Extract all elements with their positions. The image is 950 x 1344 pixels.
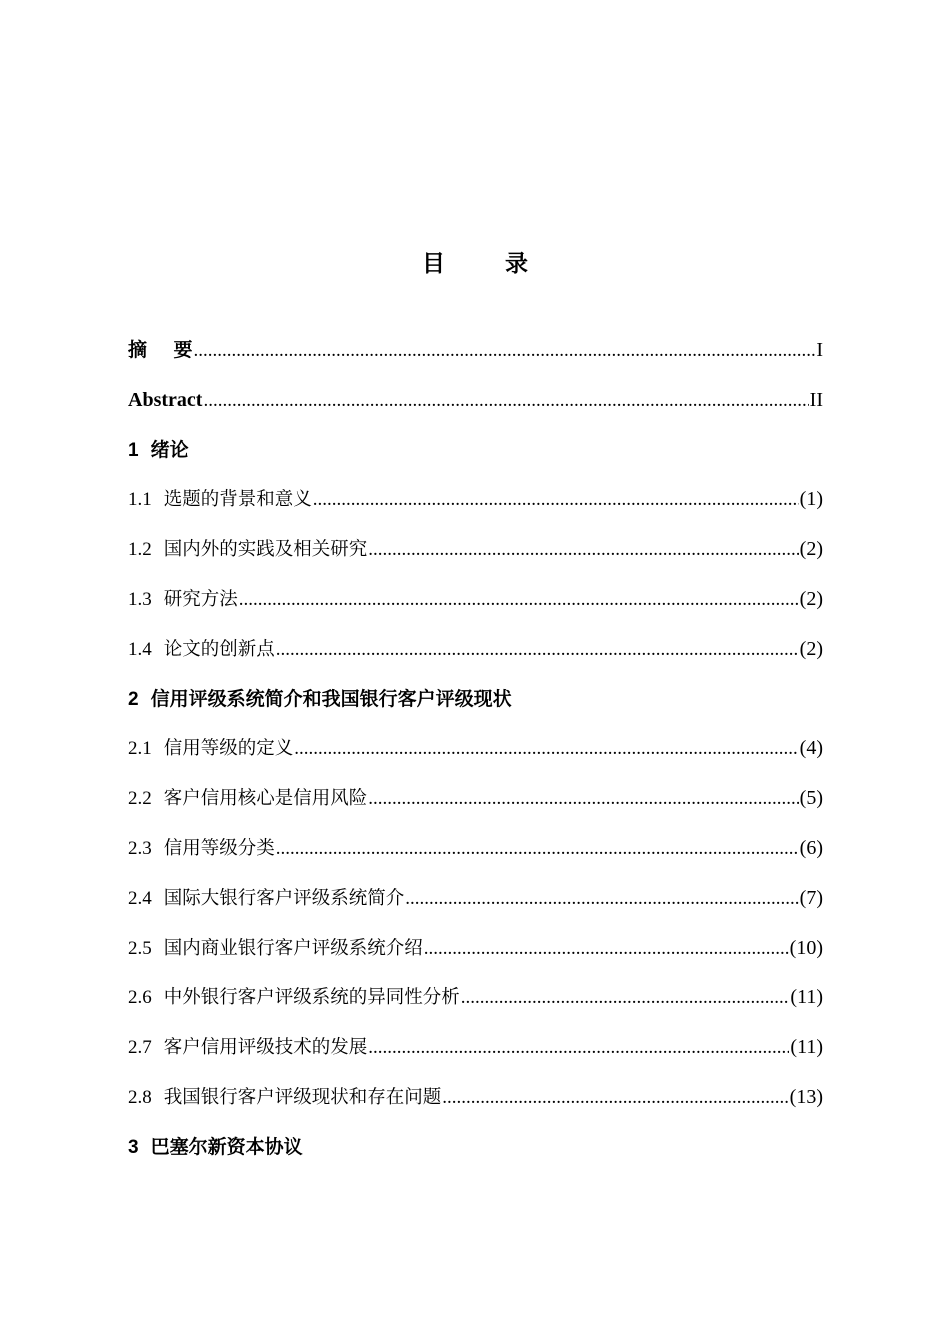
dot-leader <box>239 583 799 617</box>
toc-entry-label: Abstract <box>128 388 203 411</box>
toc-entry-page: (1) <box>799 488 823 511</box>
toc-section-2-5[interactable] <box>128 931 823 981</box>
toc-section-2-7[interactable] <box>128 1030 823 1080</box>
toc-section-2-2[interactable] <box>128 781 823 831</box>
toc-entry-label <box>128 583 238 617</box>
toc-chapter-3[interactable] <box>128 1130 823 1180</box>
section-number: 2.2 <box>128 788 152 810</box>
toc-entry-page: (4) <box>799 737 823 760</box>
dot-leader <box>294 732 798 766</box>
chapter-title: 巴塞尔新资本协议 <box>150 1135 303 1158</box>
section-title: 国内外的实践及相关研究 <box>163 539 368 561</box>
toc-entry-page: (13) <box>789 1085 823 1108</box>
toc-section-2-1[interactable] <box>128 731 823 781</box>
toc-entry-label <box>128 932 423 966</box>
toc-entry-page: (5) <box>799 787 823 810</box>
toc-chapter-1[interactable] <box>128 433 823 483</box>
section-title: 中外银行客户评级系统的异同性分析 <box>163 987 460 1009</box>
section-number: 1.4 <box>128 638 152 660</box>
dot-leader <box>193 334 815 368</box>
dot-leader <box>461 981 790 1015</box>
toc-entry-page: (11) <box>790 1036 823 1059</box>
toc-chapter-2[interactable] <box>128 682 823 732</box>
section-title: 论文的创新点 <box>163 638 275 660</box>
chapter-heading <box>128 682 512 717</box>
section-number: 1.3 <box>128 588 152 610</box>
toc-section-2-6[interactable] <box>128 980 823 1030</box>
chapter-heading <box>128 433 189 468</box>
page-title: 目 录 <box>421 251 554 277</box>
section-number: 2.5 <box>128 937 152 959</box>
chapter-title: 信用评级系统简介和我国银行客户评级现状 <box>150 687 512 710</box>
section-number: 2.3 <box>128 837 152 859</box>
table-of-contents <box>128 333 823 1180</box>
section-number: 1.2 <box>128 539 152 561</box>
toc-section-2-3[interactable] <box>128 831 823 881</box>
dot-leader <box>368 533 798 567</box>
section-title: 国内商业银行客户评级系统介绍 <box>163 937 423 959</box>
section-title: 国际大银行客户评级系统简介 <box>163 887 405 909</box>
section-number: 2.8 <box>128 1086 152 1108</box>
chapter-number: 3 <box>128 1136 139 1158</box>
toc-entry-page: I <box>816 339 823 361</box>
toc-entry-page: (11) <box>790 986 823 1009</box>
dot-leader <box>313 483 799 517</box>
dot-leader <box>442 1081 788 1115</box>
section-title: 研究方法 <box>163 588 238 610</box>
chapter-title: 绪论 <box>150 438 189 461</box>
section-number: 2.4 <box>128 887 152 909</box>
toc-entry-label <box>128 633 275 667</box>
toc-section-2-4[interactable] <box>128 881 823 931</box>
chapter-heading <box>128 1130 303 1165</box>
section-title: 客户信用核心是信用风险 <box>163 788 368 810</box>
section-number: 1.1 <box>128 489 152 511</box>
toc-section-1-2[interactable] <box>128 532 823 582</box>
toc-entry-label <box>128 1081 441 1115</box>
toc-entry-label <box>128 782 367 816</box>
toc-entry-page: (7) <box>799 886 823 909</box>
dot-leader <box>276 633 799 667</box>
section-title: 选题的背景和意义 <box>163 489 312 511</box>
toc-entry-abstract-en[interactable] <box>128 383 823 433</box>
toc-section-2-8[interactable] <box>128 1080 823 1130</box>
dot-leader <box>203 384 808 418</box>
toc-section-1-4[interactable] <box>128 632 823 682</box>
section-title: 信用等级分类 <box>163 837 275 859</box>
toc-entry-page: II <box>809 388 823 411</box>
dot-leader <box>368 782 798 816</box>
section-number: 2.7 <box>128 1037 152 1059</box>
chapter-number: 2 <box>128 688 139 710</box>
chapter-number: 1 <box>128 439 139 461</box>
section-title: 客户信用评级技术的发展 <box>163 1037 368 1059</box>
toc-section-1-3[interactable] <box>128 582 823 632</box>
toc-entry-label <box>128 1031 367 1065</box>
toc-entry-label <box>128 533 367 567</box>
toc-entry-label <box>128 832 275 866</box>
section-number: 2.6 <box>128 987 152 1009</box>
dot-leader <box>424 932 789 966</box>
toc-entry-page: (2) <box>799 587 823 610</box>
toc-entry-label <box>128 732 293 766</box>
toc-section-1-1[interactable] <box>128 482 823 532</box>
dot-leader <box>405 882 798 916</box>
dot-leader <box>276 832 799 866</box>
toc-entry-page: (10) <box>789 936 823 959</box>
toc-entry-label <box>128 882 404 916</box>
toc-entry-label <box>128 981 460 1015</box>
toc-entry-page: (6) <box>799 836 823 859</box>
toc-entry-label <box>128 483 312 517</box>
section-title: 信用等级的定义 <box>163 738 294 760</box>
toc-entry-label: 摘 要 <box>128 339 193 361</box>
dot-leader <box>368 1031 789 1065</box>
section-number: 2.1 <box>128 738 152 760</box>
toc-entry-abstract-cn[interactable] <box>128 333 823 383</box>
toc-entry-page: (2) <box>799 637 823 660</box>
section-title: 我国银行客户评级现状和存在问题 <box>163 1086 442 1108</box>
toc-entry-page: (2) <box>799 538 823 561</box>
